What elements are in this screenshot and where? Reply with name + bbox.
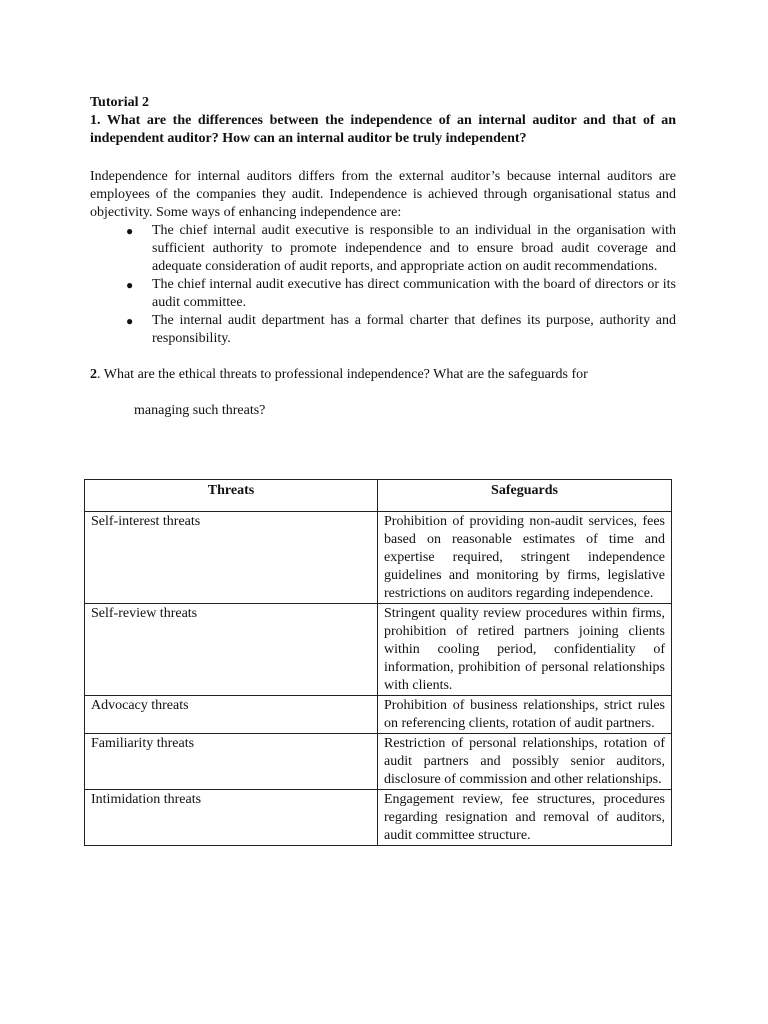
threat-cell: Advocacy threats [85,696,378,734]
question-1: 1. What are the differences between the independence of an internal auditor and that of an independent auditor? How can an internal auditor be truly independent? [90,113,676,146]
safeguard-cell: Prohibition of providing non-audit services, fees based on reasonable estimates of time and expertise required, stringent independence guidelines and monitoring by firms, legislative restrictions on auditors regarding independence. [378,512,672,604]
safeguard-cell: Restriction of personal relationships, rotation of audit partners and possibly senior auditors, disclosure of commission and other relationships. [378,734,672,790]
safeguard-cell: Engagement review, fee structures, procedures regarding resignation and removal of auditors, audit committee structure. [378,790,672,846]
table-row [85,512,672,604]
answer-1-intro: Independence for internal auditors differs from the external auditor’s because internal auditors are employees of the companies they audit. Independence is achieved through organisational status and objectivity. Some ways of enhancing independence are: [90,169,676,220]
list-item [90,276,676,312]
question-2 [90,366,676,384]
document-title: Tutorial 2 [90,95,149,110]
bullet-icon: ● [126,224,134,238]
table-row [85,696,672,734]
table-header-row [85,480,672,512]
list-item [90,312,676,348]
answer-1-bullet-list [90,222,676,348]
threats-safeguards-table [84,479,672,846]
question-2-continuation: managing such threats? [134,403,266,418]
document-page [90,94,676,420]
bullet-text: The chief internal audit executive has direct communication with the board of directors or its audit committee. [152,277,676,310]
threat-cell: Self-review threats [85,604,378,696]
threat-cell: Familiarity threats [85,734,378,790]
bullet-icon: ● [126,278,134,292]
question-2-text: . What are the ethical threats to professional independence? What are the safeguards for [97,367,588,382]
bullet-text: The internal audit department has a formal charter that defines its purpose, authority and responsibility. [152,313,676,346]
table-row [85,734,672,790]
threat-cell: Intimidation threats [85,790,378,846]
table-row [85,604,672,696]
header-threats: Threats [85,480,378,512]
header-safeguards: Safeguards [378,480,672,512]
safeguard-cell: Stringent quality review procedures within firms, prohibition of retired partners joining clients within cooling period, confidentiality of information, prohibition of personal relationships with clients. [378,604,672,696]
question-2-number: 2 [90,367,97,382]
table-row [85,790,672,846]
threat-cell: Self-interest threats [85,512,378,604]
bullet-icon: ● [126,314,134,328]
list-item [90,222,676,276]
bullet-text: The chief internal audit executive is responsible to an individual in the organisation with sufficient authority to promote independence and to ensure broad audit coverage and adequate consideration of audit reports, and appropriate action on audit recommendations. [152,223,676,274]
safeguard-cell: Prohibition of business relationships, strict rules on referencing clients, rotation of audit partners. [378,696,672,734]
